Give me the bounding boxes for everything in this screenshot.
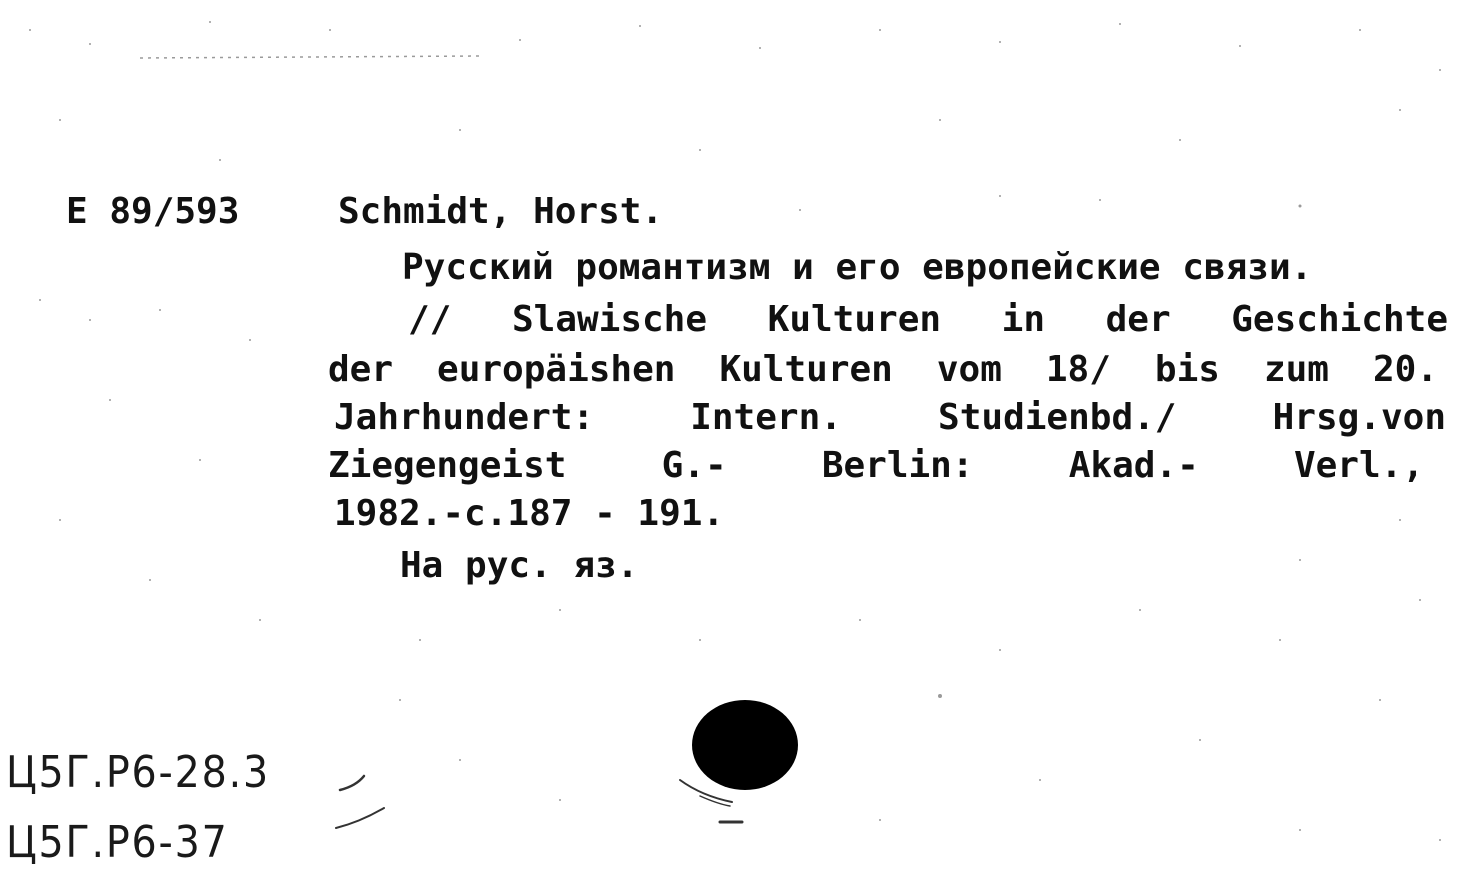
punch-hole bbox=[692, 700, 798, 790]
shelfmark: E 89/593 bbox=[66, 191, 240, 232]
series-line-3: Jahrhundert: Intern. Studienbd./ Hrsg.von bbox=[334, 397, 1446, 438]
language-note: На рус. яз. bbox=[400, 545, 639, 586]
series-line-2: der europäishen Kulturen vom 18/ bis zum 20. bbox=[328, 349, 1438, 390]
author-heading: Schmidt, Horst. bbox=[338, 191, 664, 232]
handwritten-code-2: Ц5Г.Р6-37 bbox=[6, 817, 229, 868]
series-line-1: // Slawische Kulturen in der Geschichte bbox=[408, 299, 1448, 340]
imprint-line-1: Ziegengeist G.- Berlin: Akad.- Verl., bbox=[328, 445, 1424, 486]
handwritten-code-1: Ц5Г.Р6-28.3 bbox=[6, 747, 271, 798]
imprint-line-2: 1982.-c.187 - 191. bbox=[334, 493, 725, 534]
title-line: Русский романтизм и его европейские связи. bbox=[402, 247, 1313, 288]
